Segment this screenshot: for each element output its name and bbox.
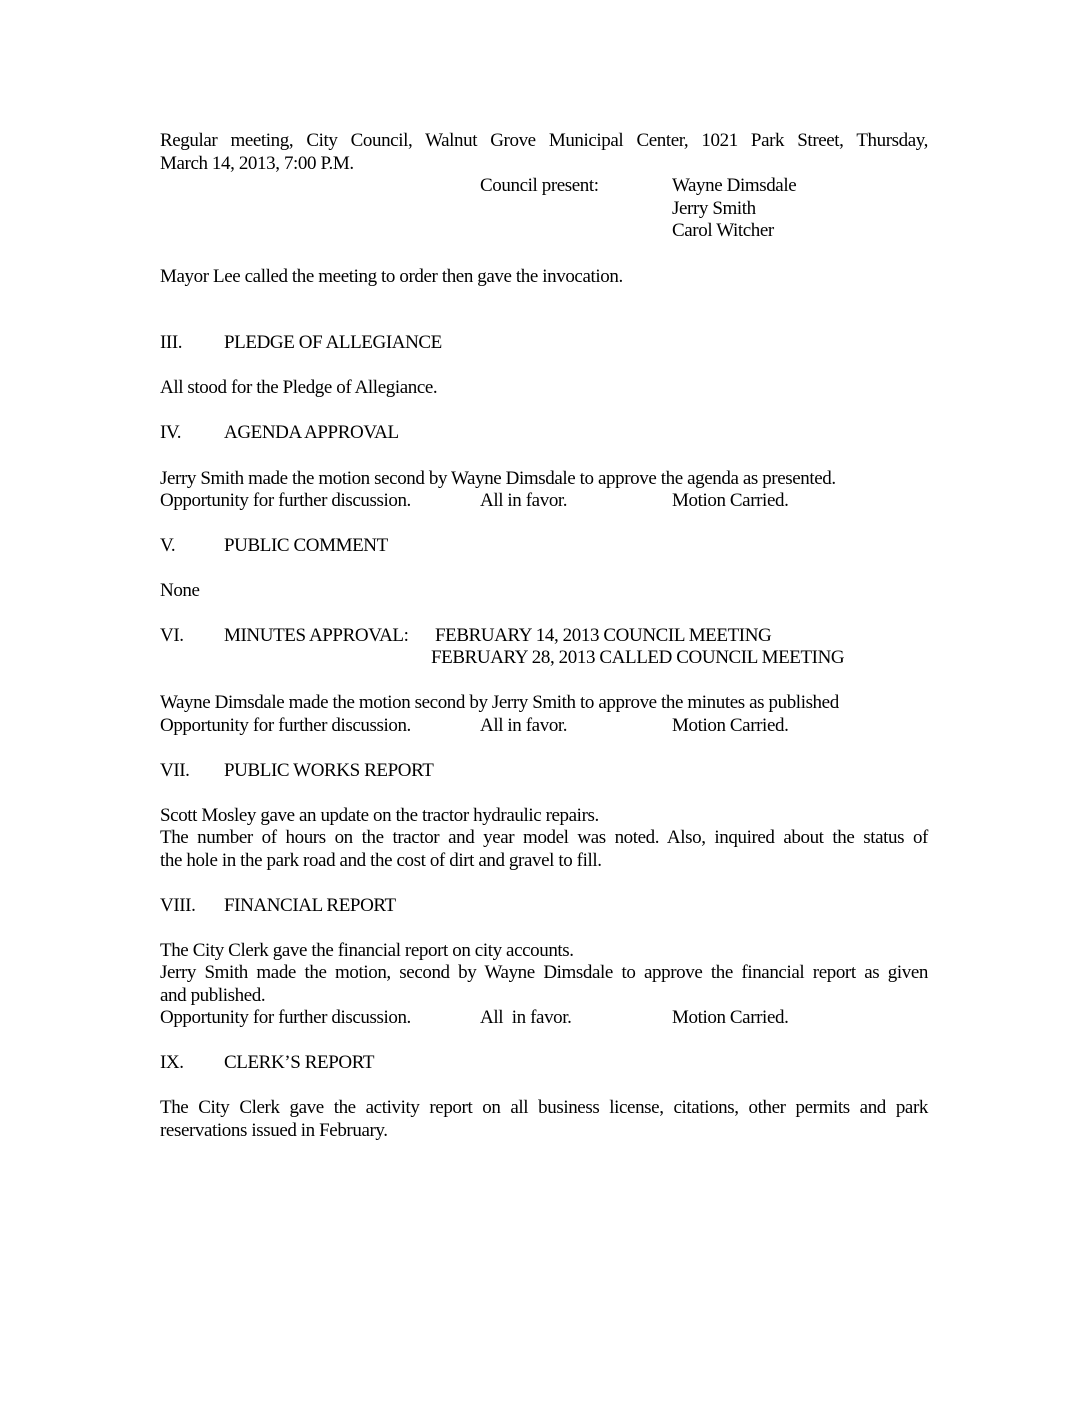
agenda-discussion-text: Opportunity for further discussion. xyxy=(160,490,411,511)
call-to-order-text: Mayor Lee called the meeting to order then gave the invocation. xyxy=(160,266,623,287)
meeting-header-line-1: Regular meeting, City Council, Walnut Grove Municipal Center, 1021 Park Street, Thursday, xyxy=(160,130,928,151)
pledge-text: All stood for the Pledge of Allegiance. xyxy=(160,377,438,398)
agenda-motion-text: Jerry Smith made the motion second by Wayne Dimsdale to approve the agenda as presented. xyxy=(160,468,836,489)
public-works-text-3: the hole in the park road and the cost of dirt and gravel to fill. xyxy=(160,850,602,871)
section-heading-pledge: PLEDGE OF ALLEGIANCE xyxy=(224,332,442,353)
section-heading-agenda: AGENDA APPROVAL xyxy=(224,422,399,443)
section-heading-clerk: CLERK’S REPORT xyxy=(224,1052,375,1073)
section-number: VII. xyxy=(160,760,190,781)
agenda-vote-text: All in favor. xyxy=(480,490,568,511)
financial-result-text: Motion Carried. xyxy=(672,1007,789,1028)
public-comment-text: None xyxy=(160,580,200,601)
minutes-vote-text: All in favor. xyxy=(480,715,568,736)
clerk-text-1: The City Clerk gave the activity report on all business license, citations, other permits and park xyxy=(160,1097,928,1118)
clerk-text-2: reservations issued in February. xyxy=(160,1120,388,1141)
council-member: Carol Witcher xyxy=(672,220,774,241)
minutes-discussion-text: Opportunity for further discussion. xyxy=(160,715,411,736)
section-number: VIII. xyxy=(160,895,196,916)
financial-discussion-text: Opportunity for further discussion. xyxy=(160,1007,411,1028)
section-number: V. xyxy=(160,535,176,556)
section-heading-financial: FINANCIAL REPORT xyxy=(224,895,396,916)
section-number: VI. xyxy=(160,625,184,646)
financial-vote-text: All in favor. xyxy=(480,1007,572,1028)
public-works-text-1: Scott Mosley gave an update on the tractor hydraulic repairs. xyxy=(160,805,599,826)
section-heading-public-comment: PUBLIC COMMENT xyxy=(224,535,388,556)
section-number: IX. xyxy=(160,1052,184,1073)
minutes-meeting-1: FEBRUARY 14, 2013 COUNCIL MEETING xyxy=(435,625,772,646)
financial-text-2: Jerry Smith made the motion, second by Wayne Dimsdale to approve the financial report as given xyxy=(160,962,928,983)
financial-text-3: and published. xyxy=(160,985,266,1006)
agenda-result-text: Motion Carried. xyxy=(672,490,789,511)
council-present-label: Council present: xyxy=(480,175,599,196)
minutes-result-text: Motion Carried. xyxy=(672,715,789,736)
financial-text-1: The City Clerk gave the financial report on city accounts. xyxy=(160,940,574,961)
section-number: IV. xyxy=(160,422,182,443)
section-number: III. xyxy=(160,332,183,353)
minutes-meeting-2: FEBRUARY 28, 2013 CALLED COUNCIL MEETING xyxy=(431,647,845,668)
public-works-text-2: The number of hours on the tractor and year model was noted. Also, inquired about the status of xyxy=(160,827,928,848)
minutes-motion-text: Wayne Dimsdale made the motion second by Jerry Smith to approve the minutes as published xyxy=(160,692,839,713)
section-heading-public-works: PUBLIC WORKS REPORT xyxy=(224,760,434,781)
meeting-header-line-2: March 14, 2013, 7:00 P.M. xyxy=(160,153,354,174)
council-member: Wayne Dimsdale xyxy=(672,175,797,196)
section-heading-minutes: MINUTES APPROVAL: xyxy=(224,625,409,646)
council-member: Jerry Smith xyxy=(672,198,756,219)
